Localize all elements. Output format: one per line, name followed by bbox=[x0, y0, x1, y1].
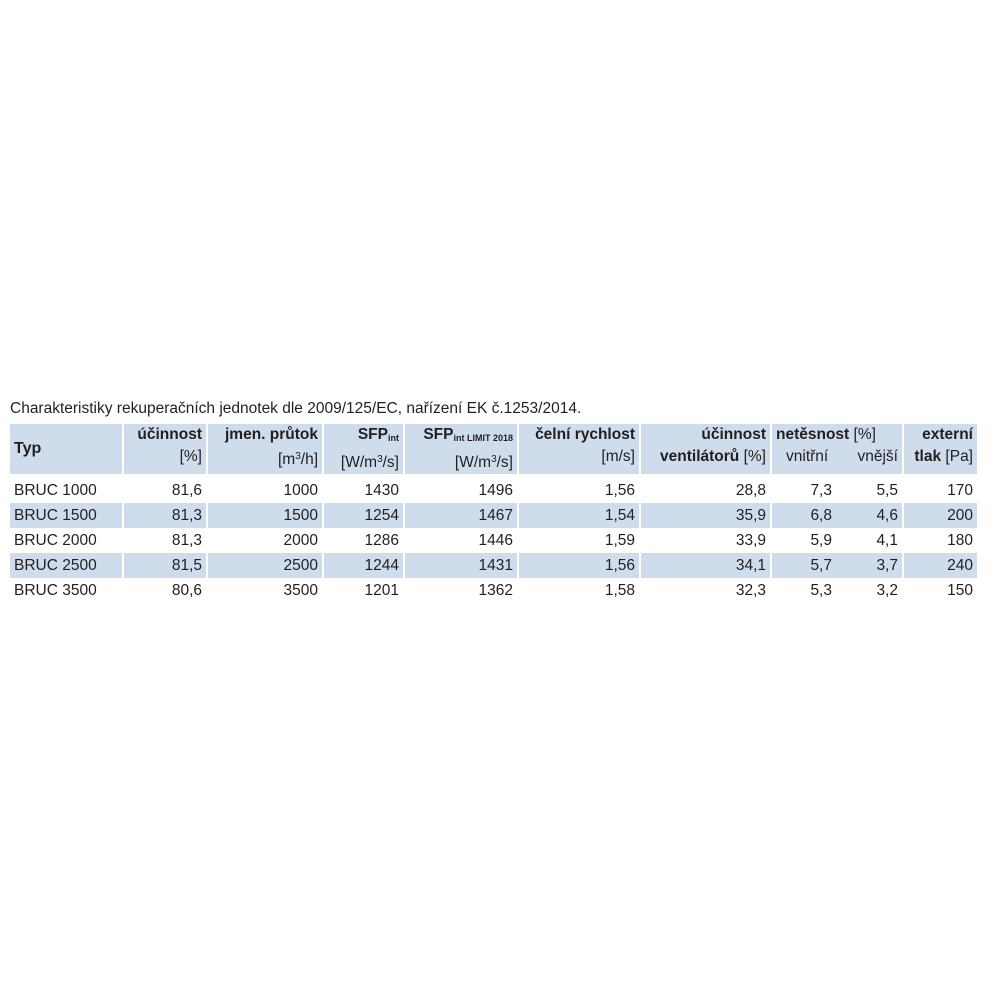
characteristics-table bbox=[8, 424, 979, 603]
cell-vnejsi: 4,1 bbox=[876, 532, 898, 549]
table-row bbox=[10, 528, 977, 553]
header-sfp: $SFP_{int}$ $[W/m^3/s]$ bbox=[324, 424, 403, 474]
table-cell: 81,3 bbox=[124, 503, 206, 528]
cell-netesnost bbox=[772, 478, 902, 503]
table-row bbox=[10, 503, 977, 528]
cell-vnitrni: 5,7 bbox=[810, 557, 832, 574]
table-cell: 2500 bbox=[208, 553, 322, 578]
table-row bbox=[10, 578, 977, 603]
table-cell: 1496 bbox=[478, 482, 513, 499]
table-cell: 1,56 bbox=[519, 553, 639, 578]
cell-typ: BRUC 1000 bbox=[14, 482, 97, 499]
table-cell: 1,58 bbox=[604, 582, 635, 599]
table-cell: 3500 bbox=[283, 582, 318, 599]
table-cell: 1286 bbox=[364, 532, 399, 549]
table-body bbox=[10, 478, 977, 603]
cell-vnejsi: 3,2 bbox=[876, 582, 898, 599]
table-cell: 81,5 bbox=[124, 553, 206, 578]
table-cell: 2000 bbox=[283, 532, 318, 549]
cell-vnitrni: 5,9 bbox=[810, 532, 832, 549]
table-cell: 1362 bbox=[478, 582, 513, 599]
table-cell: 240 bbox=[904, 553, 977, 578]
table-row bbox=[10, 478, 977, 503]
table-cell: 1500 bbox=[208, 503, 322, 528]
cell-vnejsi: 5,5 bbox=[876, 482, 898, 499]
cell-netesnost bbox=[772, 553, 902, 578]
table-cell: 1201 bbox=[364, 582, 399, 599]
cell-typ: BRUC 2500 bbox=[10, 553, 122, 578]
cell-netesnost bbox=[772, 528, 902, 553]
header-ventilatoru: účinnost ventilátorů [%] bbox=[641, 424, 770, 474]
table-cell: 33,9 bbox=[735, 532, 766, 549]
table-cell: 35,9 bbox=[641, 503, 770, 528]
table-cell: 200 bbox=[904, 503, 977, 528]
table-cell: 180 bbox=[947, 532, 973, 549]
table-cell: 1467 bbox=[405, 503, 517, 528]
cell-vnejsi: 4,6 bbox=[876, 507, 898, 524]
cell-vnitrni: 6,8 bbox=[810, 507, 832, 524]
table-cell: 1431 bbox=[405, 553, 517, 578]
table-cell: 1430 bbox=[364, 482, 399, 499]
table-cell: 1244 bbox=[324, 553, 403, 578]
cell-netesnost bbox=[772, 578, 902, 603]
cell-typ: BRUC 1500 bbox=[10, 503, 122, 528]
table-cell: 150 bbox=[947, 582, 973, 599]
table-cell: 32,3 bbox=[735, 582, 766, 599]
table-cell: 34,1 bbox=[641, 553, 770, 578]
cell-netesnost bbox=[772, 503, 902, 528]
cell-vnitrni: 7,3 bbox=[810, 482, 832, 499]
table-cell: 1,59 bbox=[604, 532, 635, 549]
header-typ: Typ bbox=[10, 424, 122, 474]
header-vnitrni: vnitřní bbox=[786, 448, 829, 465]
cell-vnitrni: 5,3 bbox=[810, 582, 832, 599]
cell-typ: BRUC 3500 bbox=[14, 582, 97, 599]
header-vnejsi: vnější bbox=[857, 448, 898, 465]
table-cell: 170 bbox=[947, 482, 973, 499]
table-cell: 1254 bbox=[324, 503, 403, 528]
table-header bbox=[10, 424, 977, 478]
header-ucinnost: účinnost [%] bbox=[124, 424, 206, 474]
cell-vnejsi: 3,7 bbox=[876, 557, 898, 574]
header-prutok: jmen. průtok $[m^3/h]$ bbox=[208, 424, 322, 474]
header-netesnost: netěsnost [%] vnitřní vnější bbox=[772, 424, 902, 474]
table-caption: Charakteristiky rekuperačních jednotek dle 2009/125/EC, nařízení EK č.1253/2014. bbox=[10, 400, 582, 417]
table-cell: 81,3 bbox=[171, 532, 202, 549]
table-cell: 1446 bbox=[478, 532, 513, 549]
header-rychlost: čelní rychlost [m/s] bbox=[519, 424, 639, 474]
cell-typ: BRUC 2000 bbox=[14, 532, 97, 549]
header-sfp-limit: $SFP_{int LIMIT 2018}$ $[W/m^3/s]$ bbox=[405, 424, 517, 474]
table-cell: 81,6 bbox=[171, 482, 202, 499]
table-cell: 1,54 bbox=[519, 503, 639, 528]
table-cell: 1000 bbox=[283, 482, 318, 499]
table-cell: 1,56 bbox=[604, 482, 635, 499]
header-externi: externí tlak [Pa] bbox=[904, 424, 977, 474]
table-cell: 80,6 bbox=[171, 582, 202, 599]
table-cell: 28,8 bbox=[735, 482, 766, 499]
table-row bbox=[10, 553, 977, 578]
